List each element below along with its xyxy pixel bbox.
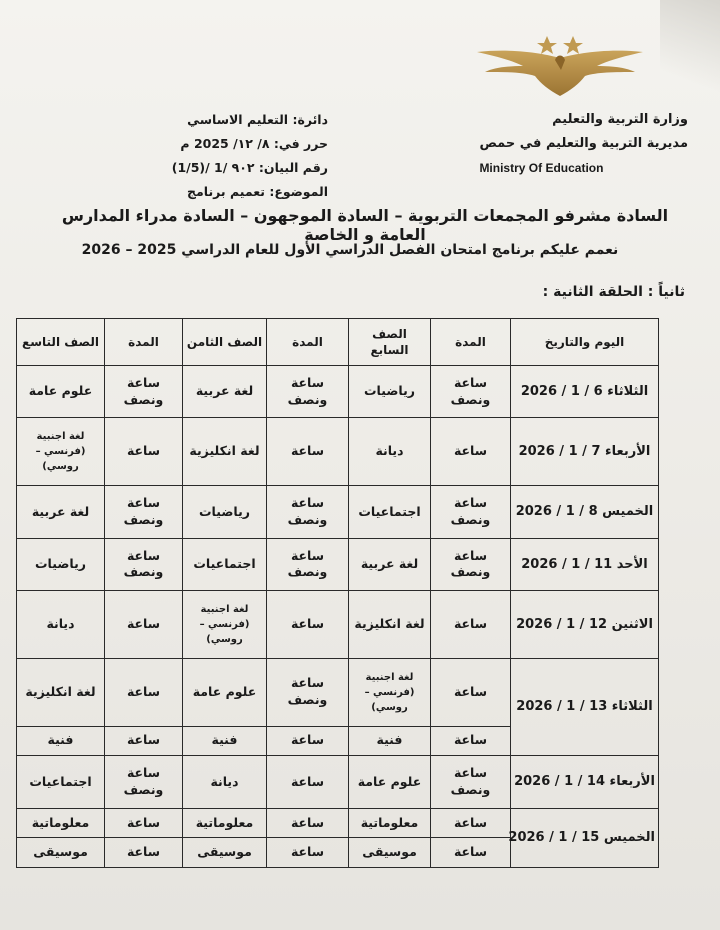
- subject-cell: ديانة: [349, 418, 431, 486]
- ministry-name: وزارة التربية والتعليم: [552, 112, 688, 127]
- subject-cell: علوم عامة: [349, 756, 431, 808]
- duration-cell: ساعة: [105, 838, 183, 868]
- ministry-header: [479, 108, 688, 180]
- subject-cell: رياضيات: [183, 486, 267, 538]
- duration-cell: ساعة ونصف: [105, 538, 183, 590]
- duration-cell: ساعة: [267, 756, 349, 808]
- exam-schedule-table: [16, 318, 659, 868]
- directorate-name: مديرية التربية والتعليم في حمص: [479, 136, 688, 151]
- duration-cell: ساعة: [105, 591, 183, 659]
- subject-cell: معلوماتية: [17, 808, 105, 838]
- header-grade-8: الصف الثامن: [183, 319, 267, 366]
- duration-cell: ساعة: [105, 808, 183, 838]
- intro-line: نعمم عليكم برنامج امتحان الفصل الدراسي الأول للعام الدراسي 2025 – 2026: [81, 242, 619, 258]
- statement-number-line: رقم البيان: ٩٠٢ /1 /(1/5): [171, 160, 328, 175]
- subject-cell: موسيقى: [349, 838, 431, 868]
- subject-cell: علوم عامة: [183, 658, 267, 726]
- duration-cell: ساعة ونصف: [105, 756, 183, 808]
- duration-cell: ساعة: [431, 418, 511, 486]
- department-line: دائرة: التعليم الاساسي: [187, 112, 328, 127]
- subject-cell: رياضيات: [349, 366, 431, 418]
- subject-cell: لغة عربية: [349, 538, 431, 590]
- subject-cell: اجتماعيات: [349, 486, 431, 538]
- subject-cell: لغة انكليزية: [17, 658, 105, 726]
- subject-cell: علوم عامة: [17, 366, 105, 418]
- table-row: [17, 418, 659, 486]
- subject-cell: ديانة: [183, 756, 267, 808]
- addressee-line: السادة مشرفو المجمعات التربوية – السادة الموجهون – السادة مدراء المدارس العامة و الخاصة: [61, 206, 669, 244]
- subject-line: الموضوع: تعميم برنامج: [187, 184, 328, 199]
- duration-cell: ساعة: [105, 726, 183, 756]
- day-date-cell: الأربعاء 14 / 1 / 2026: [511, 756, 659, 808]
- header-grade-9: الصف التاسع: [17, 319, 105, 366]
- duration-cell: ساعة ونصف: [267, 486, 349, 538]
- subject-cell: فنية: [17, 726, 105, 756]
- duration-cell: ساعة ونصف: [431, 756, 511, 808]
- day-date-cell: الاثنين 12 / 1 / 2026: [511, 591, 659, 659]
- table-row: [17, 658, 659, 726]
- duration-cell: ساعة ونصف: [105, 366, 183, 418]
- day-date-cell: الخميس 8 / 1 / 2026: [511, 486, 659, 538]
- subject-cell: لغة عربية: [17, 486, 105, 538]
- subject-cell: رياضيات: [17, 538, 105, 590]
- duration-cell: ساعة: [267, 838, 349, 868]
- day-date-cell: الخميس 15 / 1 / 2026: [511, 808, 659, 867]
- duration-cell: ساعة ونصف: [267, 538, 349, 590]
- table-row: [17, 591, 659, 659]
- duration-cell: ساعة: [431, 591, 511, 659]
- table-row: [17, 366, 659, 418]
- duration-cell: ساعة: [431, 808, 511, 838]
- duration-cell: ساعة ونصف: [431, 486, 511, 538]
- subject-cell: اجتماعيات: [17, 756, 105, 808]
- subject-cell: معلوماتية: [183, 808, 267, 838]
- subject-cell: لغة انكليزية: [183, 418, 267, 486]
- duration-cell: ساعة ونصف: [105, 486, 183, 538]
- duration-cell: ساعة ونصف: [267, 658, 349, 726]
- header-duration-7: المدة: [431, 319, 511, 366]
- duration-cell: ساعة: [267, 726, 349, 756]
- header-duration-8: المدة: [267, 319, 349, 366]
- document-meta: [108, 108, 328, 204]
- subject-cell: موسيقى: [183, 838, 267, 868]
- day-date-cell: الثلاثاء 6 / 1 / 2026: [511, 366, 659, 418]
- duration-cell: ساعة: [431, 838, 511, 868]
- subject-cell: لغة اجنبية (فرنسي – روسي): [349, 658, 431, 726]
- page-fold-shadow: [660, 0, 720, 110]
- table-row: [17, 756, 659, 808]
- duration-cell: ساعة: [267, 418, 349, 486]
- subject-cell: لغة اجنبية (فرنسي – روسي): [17, 418, 105, 486]
- subject-cell: فنية: [349, 726, 431, 756]
- header-day-date: اليوم والتاريخ: [511, 319, 659, 366]
- subject-cell: لغة عربية: [183, 366, 267, 418]
- subject-cell: معلوماتية: [349, 808, 431, 838]
- subject-cell: فنية: [183, 726, 267, 756]
- duration-cell: ساعة ونصف: [267, 366, 349, 418]
- table-row: [17, 486, 659, 538]
- table-row: [17, 808, 659, 838]
- duration-cell: ساعة: [431, 726, 511, 756]
- day-date-cell: الأحد 11 / 1 / 2026: [511, 538, 659, 590]
- duration-cell: ساعة: [267, 591, 349, 659]
- day-date-cell: الأربعاء 7 / 1 / 2026: [511, 418, 659, 486]
- table-row: [17, 538, 659, 590]
- duration-cell: ساعة ونصف: [431, 538, 511, 590]
- subject-cell: موسيقى: [17, 838, 105, 868]
- duration-cell: ساعة: [105, 658, 183, 726]
- duration-cell: ساعة: [267, 808, 349, 838]
- duration-cell: ساعة: [431, 658, 511, 726]
- issue-date-line: حرر في: ٨/ ١٢/ 2025 م: [180, 136, 328, 151]
- subject-cell: ديانة: [17, 591, 105, 659]
- eagle-emblem-icon: [475, 30, 645, 100]
- ministry-name-english: Ministry Of Education: [479, 161, 604, 175]
- duration-cell: ساعة ونصف: [431, 366, 511, 418]
- day-date-cell: الثلاثاء 13 / 1 / 2026: [511, 658, 659, 755]
- section-title: ثانياً : الحلقة الثانية :: [542, 284, 685, 300]
- header-duration-9: المدة: [105, 319, 183, 366]
- duration-cell: ساعة: [105, 418, 183, 486]
- subject-cell: لغة انكليزية: [349, 591, 431, 659]
- subject-cell: لغة اجنبية (فرنسي – روسي): [183, 591, 267, 659]
- subject-cell: اجتماعيات: [183, 538, 267, 590]
- table-header-row: [17, 319, 659, 366]
- header-grade-7: الصف السابع: [349, 319, 431, 366]
